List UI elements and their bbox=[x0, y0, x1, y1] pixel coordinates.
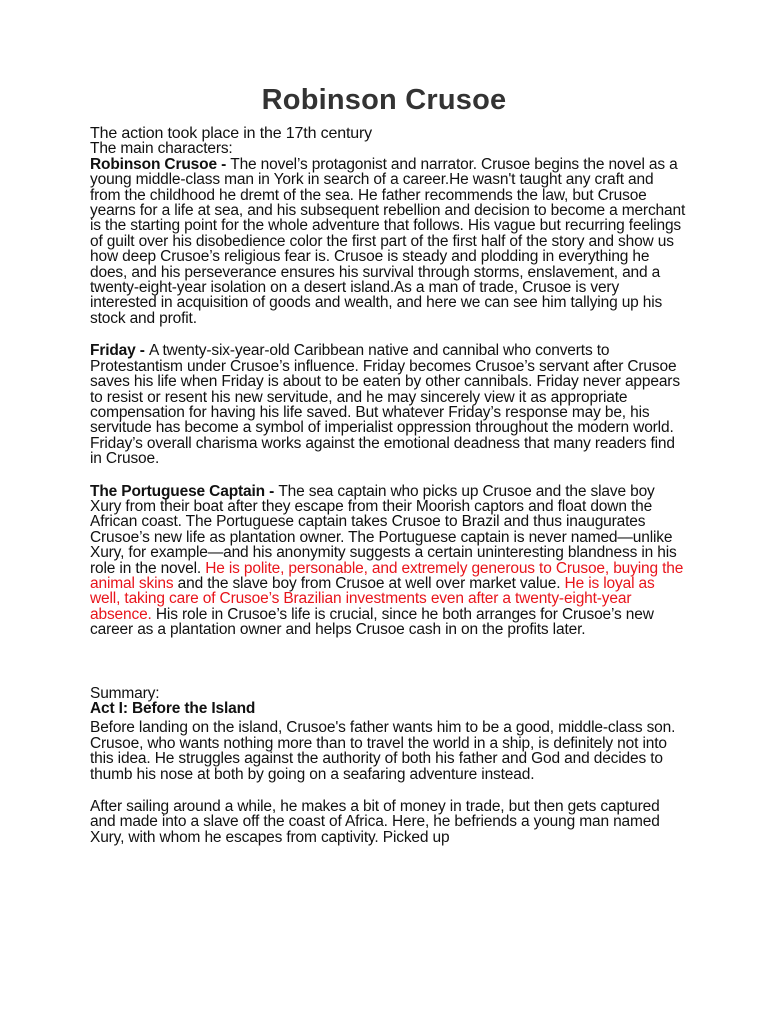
character-paragraph-portuguese-captain bbox=[90, 484, 686, 638]
character-description: The sea captain who picks up Crusoe and the slave boy Xury from their boat after they escape from their Moorish captors and float down the African coast. The Portuguese captain takes Crusoe to Brazil and thus inaugurates Crusoe’s new life as plantation owner. The Portuguese captain is never named—unlike Xury, for example—and his anonymity suggests a certain uninteresting blandness in his role in the novel. bbox=[90, 482, 677, 577]
intro-line-century: The action took place in the 17th century bbox=[90, 125, 373, 142]
character-separator: - bbox=[264, 482, 279, 500]
character-description: The novel’s protagonist and narrator. Crusoe begins the novel as a young middle-class man in York in search of a career.He wasn't taught any craft and from the childhood he dremt of the sea. He father recommends the law, but Crusoe yearns for a life at sea, and his subsequent rebellion and decision to become a merchant is the starting point for the whole adventure that follows. His vague but recurring feelings of guilt over his disobedience color the first part of the first half of the story and show us how deep Crusoe’s religious fear is. Crusoe is steady and plodding in everything he does, and his perseverance ensures his survival through storms, enslavement, and a twenty-eight-year isolation on a desert island.As a man of trade, Crusoe is very interested in acquisition of goods and wealth, and here we can see him tallying up his stock and profit. bbox=[90, 155, 686, 327]
character-separator: - bbox=[216, 155, 231, 173]
character-name: Friday bbox=[90, 342, 136, 360]
intro-line-characters: The main characters: bbox=[90, 140, 233, 158]
document-body bbox=[90, 126, 686, 845]
character-separator: - bbox=[135, 342, 149, 360]
document-title: Robinson Crusoe bbox=[261, 84, 507, 116]
character-description: and the slave boy from Crusoe at well over market value. bbox=[173, 574, 565, 592]
paragraph-spacer bbox=[90, 467, 686, 484]
character-name: Robinson Crusoe bbox=[90, 155, 217, 173]
character-description: His role in Crusoe’s life is crucial, since he both arranges for Crusoe’s new career as a plantation owner and helps Crusoe cash in on the profits later. bbox=[90, 605, 654, 639]
highlighted-text: He is loyal as well, taking care of Crusoe’s Brazilian investments even after a twenty-eight-year absence. bbox=[90, 574, 655, 623]
character-paragraph-friday bbox=[90, 343, 686, 466]
section-spacer bbox=[90, 638, 686, 686]
character-name: The Portuguese Captain bbox=[90, 482, 265, 500]
paragraph-spacer bbox=[90, 782, 686, 799]
summary-paragraph: After sailing around a while, he makes a bit of money in trade, but then gets captured and made into a slave off the coast of Africa. Here, he befriends a young man named Xury, with whom he escapes from captivity. Picked up bbox=[90, 798, 660, 846]
act-heading: Act I: Before the Island bbox=[90, 700, 256, 717]
summary-paragraph: Before landing on the island, Crusoe's father wants him to be a good, middle-class son. Crusoe, who wants nothing more than to travel the world in a ship, is definitely not into this idea. He struggles against the authority of both his father and God and decides to thumb his nose at both by going on a seafaring adventure instead. bbox=[90, 719, 676, 783]
character-description: A twenty-six-year-old Caribbean native and cannibal who converts to Protestantism under Crusoe’s influence. Friday becomes Crusoe’s servant after Crusoe saves his life when Friday is about to be eaten by other cannibals. Friday never appears to resist or resent his new servitude, and he may sincerely view it as appropriate compensation for having his life saved. But whatever Friday’s response may be, his servitude has become a symbol of imperialist oppression throughout the modern world. Friday’s overall charisma works against the emotional deadness that many readers find in Crusoe. bbox=[90, 342, 680, 468]
paragraph-spacer bbox=[90, 326, 686, 343]
summary-label: Summary: bbox=[90, 684, 160, 702]
highlighted-text: He is polite, personable, and extremely generous to Crusoe, buying the animal skins bbox=[90, 559, 684, 592]
character-paragraph-crusoe bbox=[90, 157, 686, 326]
